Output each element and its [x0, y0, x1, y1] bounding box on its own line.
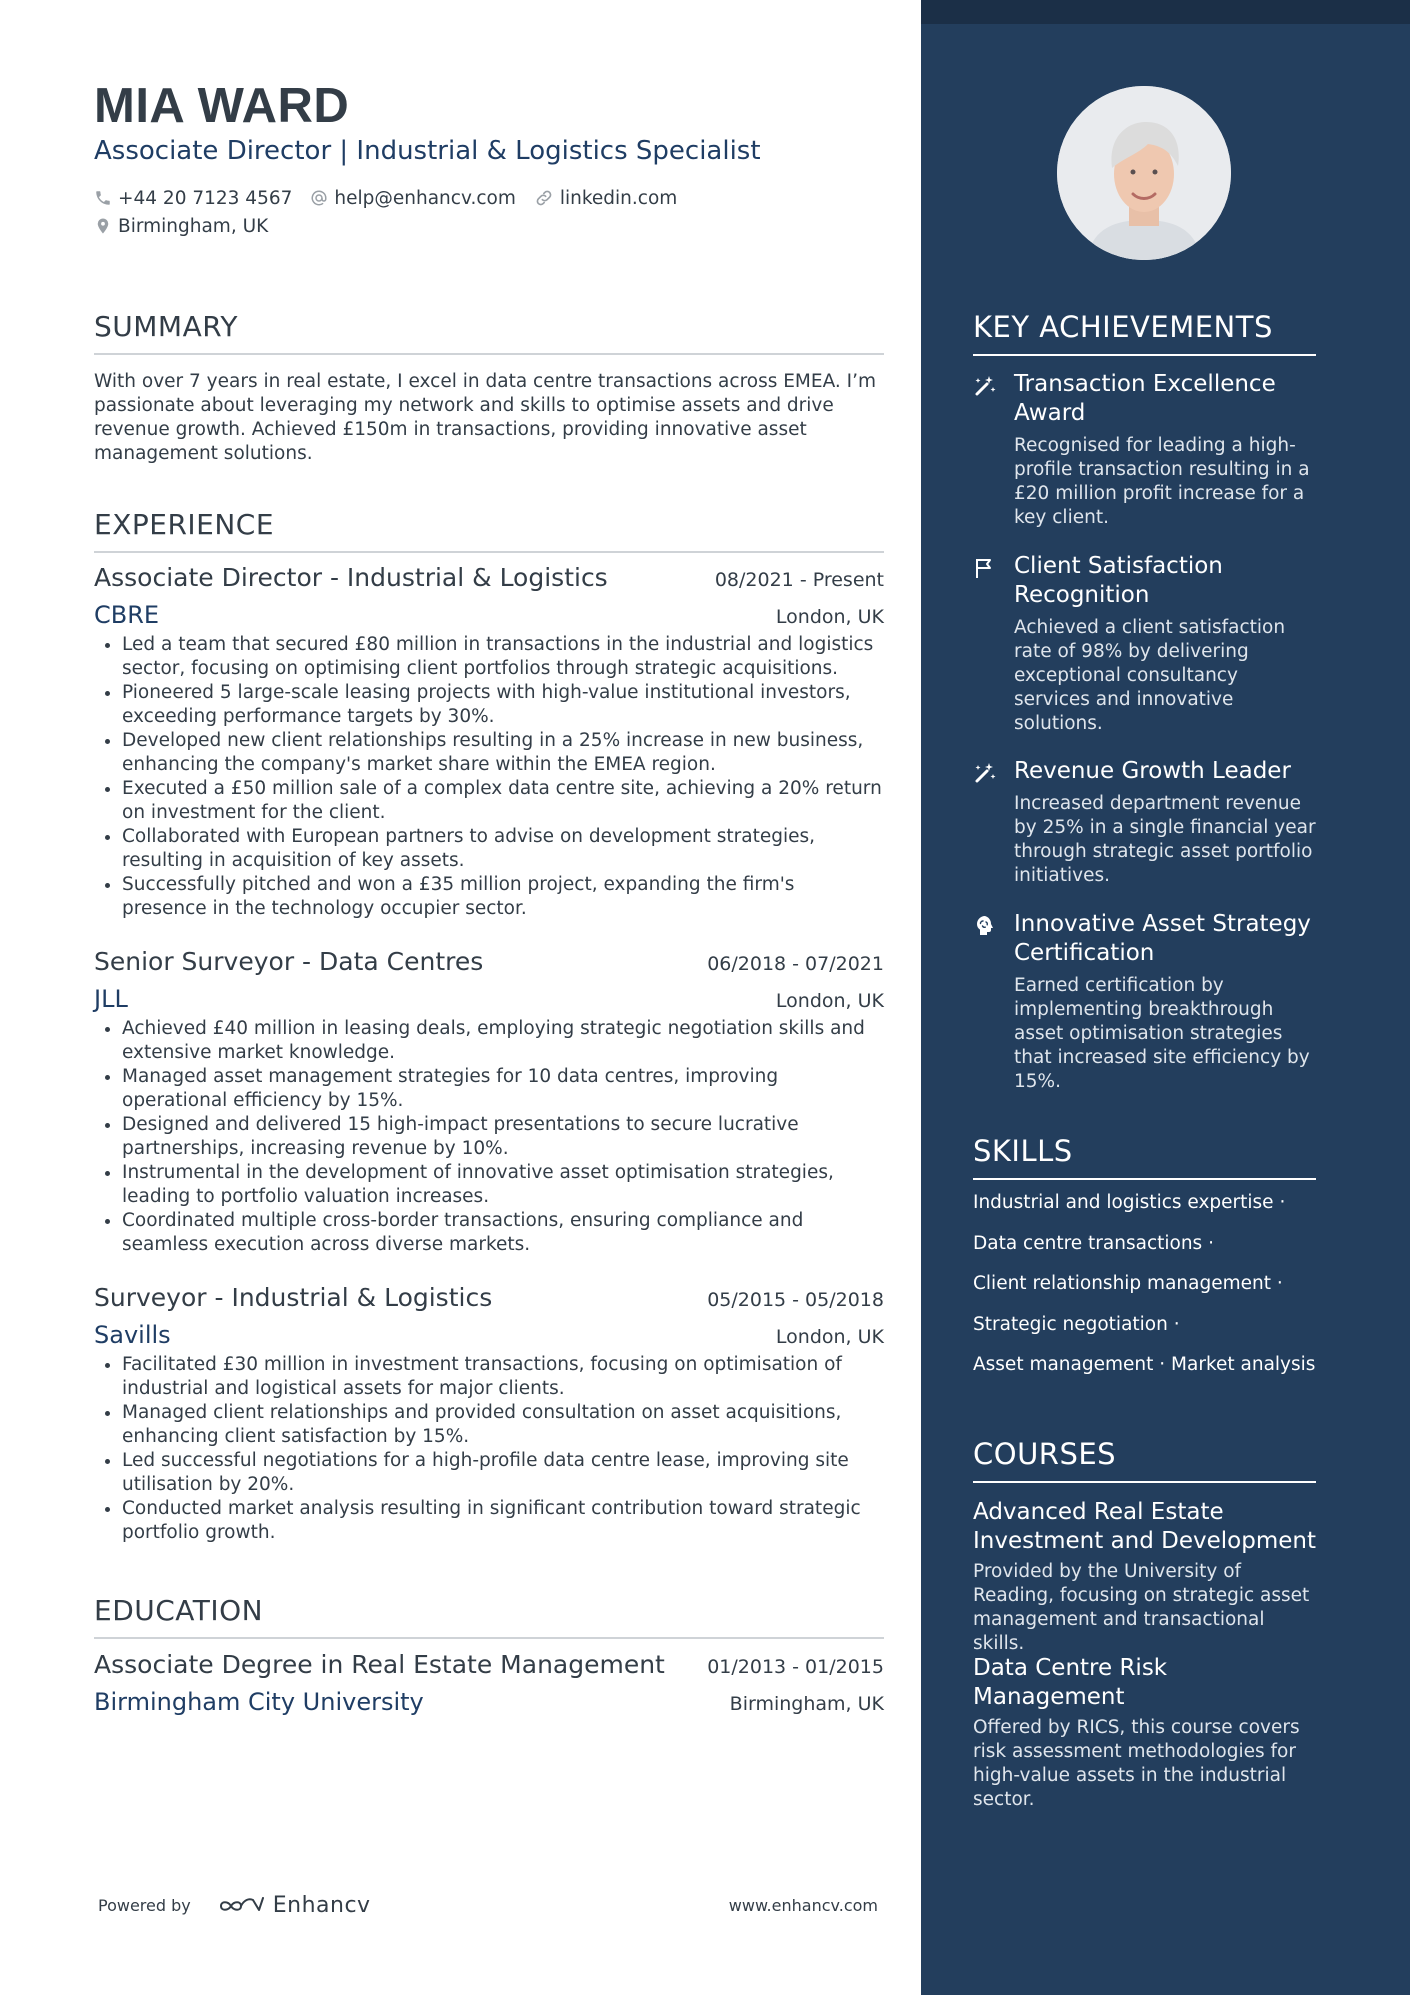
job-role: Senior Surveyor - Data Centres: [94, 947, 484, 976]
course-title: Data Centre Risk Management: [973, 1655, 1168, 1710]
achievement-desc: Recognised for leading a high-profile transaction resulting in a £20 million profit increase for a key client.: [1014, 435, 1310, 528]
job-role: Surveyor - Industrial & Logistics: [94, 1283, 493, 1312]
courses-section: [973, 1437, 1316, 1483]
course-desc: Offered by RICS, this course covers risk assessment methodologies for high-value assets in the industrial sector.: [973, 1717, 1300, 1810]
school-location: Birmingham, UK: [729, 1693, 884, 1715]
job-bullet: • Achieved £40 million in leasing deals, employing strategic negotiation skills and extensive market knowledge.: [122, 1017, 884, 1065]
skill-separator: ·: [1276, 1273, 1283, 1294]
powered-by-label: Powered by: [98, 1896, 191, 1915]
phone-contact[interactable]: [94, 188, 292, 209]
achievement-desc: Achieved a client satisfaction rate of 98% by delivering exceptional consultancy services and innovative solutions.: [1014, 617, 1286, 734]
job-entry: [94, 1283, 884, 1545]
skill-item: Data centre transactions: [973, 1232, 1203, 1254]
magic-wand-icon: [973, 374, 997, 398]
skill-separator: ·: [1173, 1313, 1180, 1335]
job-dates: 08/2021 - Present: [714, 569, 884, 591]
achievement-desc: Earned certification by implementing breakthrough asset optimisation strategies that increased site efficiency by 15%.: [1014, 975, 1310, 1092]
candidate-title: Associate Director | Industrial & Logistics Specialist: [94, 136, 761, 166]
education-entry: [94, 1650, 884, 1720]
skill-separator: ·: [1208, 1232, 1214, 1254]
magic-wand-icon: [973, 761, 997, 785]
achievement-item: [973, 370, 1316, 530]
job-bullet: • Managed asset management strategies for 10 data centres, improving operational efficiency by 15%.: [122, 1065, 884, 1113]
location-contact: [94, 216, 268, 237]
summary-text: With over 7 years in real estate, I excel in data centre transactions across EMEA. I’m passionate about leveraging my network and skills to optimise assets and drive revenue growth. Achieved £150m in transactions, providing innovative asset management solutions.: [94, 371, 877, 464]
achievement-item: [973, 757, 1316, 888]
job-bullets: [94, 633, 884, 921]
job-bullet: • Executed a £50 million sale of a complex data centre site, achieving a 20% return on investment for the client.: [122, 777, 884, 825]
skill-item: Market analysis: [1171, 1354, 1316, 1375]
job-location: London, UK: [775, 1326, 884, 1348]
flag-icon: [973, 556, 997, 580]
email-contact[interactable]: [310, 188, 515, 209]
degree-title: Associate Degree in Real Estate Management: [94, 1650, 665, 1679]
skill-separator: ·: [1159, 1354, 1166, 1375]
education-dates: 01/2013 - 01/2015: [707, 1656, 884, 1678]
course-item: [973, 1498, 1316, 1656]
sidebar-top-bar: [921, 0, 1410, 24]
course-desc: Provided by the University of Reading, focusing on strategic asset management and transactional skills.: [973, 1561, 1310, 1654]
course-title: Advanced Real Estate Investment and Development: [973, 1499, 1317, 1554]
footer-url[interactable]: www.enhancv.com: [728, 1896, 878, 1915]
job-bullet: • Coordinated multiple cross-border transactions, ensuring compliance and seamless execution across diverse markets.: [122, 1209, 884, 1257]
profile-photo: [1057, 86, 1231, 260]
summary-heading: SUMMARY: [94, 310, 884, 355]
job-bullets: [94, 1017, 884, 1257]
link-text: linkedin.com: [559, 187, 678, 209]
job-bullets: [94, 1353, 884, 1545]
course-item: [973, 1654, 1316, 1812]
achievements-heading: KEY ACHIEVEMENTS: [973, 310, 1316, 356]
job-entry: [94, 947, 884, 1257]
achievements-section: [973, 310, 1316, 356]
school-name: Birmingham City University: [94, 1688, 424, 1716]
skill-item: Industrial and logistics expertise: [973, 1192, 1274, 1213]
powered-by[interactable]: [98, 1893, 371, 1918]
phone-icon: [94, 189, 112, 207]
link-contact[interactable]: [534, 188, 677, 209]
job-company: Savills: [94, 1321, 171, 1349]
job-bullet: • Led a team that secured £80 million in transactions in the industrial and logistics sector, focusing on optimising client portfolios through strategic acquisitions.: [122, 633, 884, 681]
brain-icon: [973, 914, 997, 938]
achievement-item: [973, 552, 1316, 736]
job-bullet: • Successfully pitched and won a £35 million project, expanding the firm's presence in the technology occupier sector.: [122, 873, 884, 921]
job-bullet: • Collaborated with European partners to advise on development strategies, resulting in acquisition of key assets.: [122, 825, 884, 873]
job-location: London, UK: [775, 606, 884, 628]
job-bullet: • Led successful negotiations for a high-profile data centre lease, improving site utilisation by 20%.: [122, 1449, 884, 1497]
education-heading: EDUCATION: [94, 1594, 884, 1639]
achievement-desc: Increased department revenue by 25% in a single financial year through strategic asset portfolio initiatives.: [1014, 793, 1316, 886]
job-role: Associate Director - Industrial & Logistics: [94, 563, 608, 592]
job-bullet: • Facilitated £30 million in investment transactions, focusing on optimisation of industrial and logistical assets for major clients.: [122, 1353, 884, 1401]
job-company: CBRE: [94, 601, 160, 629]
job-company: JLL: [94, 985, 128, 1013]
job-dates: 06/2018 - 07/2021: [707, 953, 884, 975]
job-location: London, UK: [775, 990, 884, 1012]
contact-info: [94, 185, 695, 241]
job-bullet: • Managed client relationships and provided consultation on asset acquisitions, enhancing client satisfaction by 15%.: [122, 1401, 884, 1449]
experience-heading: EXPERIENCE: [94, 508, 884, 553]
job-bullet: • Pioneered 5 large-scale leasing projects with high-value institutional investors, exceeding performance targets by 30%.: [122, 681, 884, 729]
courses-heading: COURSES: [973, 1437, 1316, 1483]
job-bullet: • Developed new client relationships resulting in a 25% increase in new business, enhancing the company's market share within the EMEA region.: [122, 729, 884, 777]
job-dates: 05/2015 - 05/2018: [707, 1289, 884, 1311]
skill-item: Client relationship management: [973, 1273, 1271, 1294]
achievement-title: Transaction Excellence Award: [1014, 371, 1276, 426]
email-text: help@enhancv.com: [334, 187, 516, 209]
candidate-name: MIA WARD: [94, 79, 350, 133]
skill-item: Asset management: [973, 1354, 1154, 1375]
link-icon: [534, 188, 554, 208]
job-bullet: • Designed and delivered 15 high-impact presentations to secure lucrative partnerships, increasing revenue by 10%.: [122, 1113, 884, 1161]
skills-section: [973, 1134, 1316, 1180]
skills-list: [973, 1192, 1316, 1395]
footer: [98, 1893, 878, 1918]
achievement-title: Revenue Growth Leader: [1014, 758, 1291, 784]
skill-item: Strategic negotiation: [973, 1313, 1168, 1335]
location-pin-icon: [94, 216, 112, 236]
skills-heading: SKILLS: [973, 1134, 1316, 1180]
enhancv-logo-icon: [217, 1894, 265, 1918]
at-icon: [310, 189, 328, 207]
phone-text: +44 20 7123 4567: [118, 187, 293, 209]
job-entry: [94, 563, 884, 921]
achievement-item: [973, 910, 1316, 1094]
brand-name: Enhancv: [272, 1893, 371, 1918]
achievement-title: Client Satisfaction Recognition: [1014, 553, 1223, 608]
job-bullet: • Conducted market analysis resulting in significant contribution toward strategic portfolio growth.: [122, 1497, 884, 1545]
achievement-title: Innovative Asset Strategy Certification: [1014, 911, 1311, 966]
location-text: Birmingham, UK: [118, 215, 269, 237]
skill-separator: ·: [1279, 1192, 1286, 1213]
job-bullet: • Instrumental in the development of innovative asset optimisation strategies, leading to portfolio valuation increases.: [122, 1161, 884, 1209]
